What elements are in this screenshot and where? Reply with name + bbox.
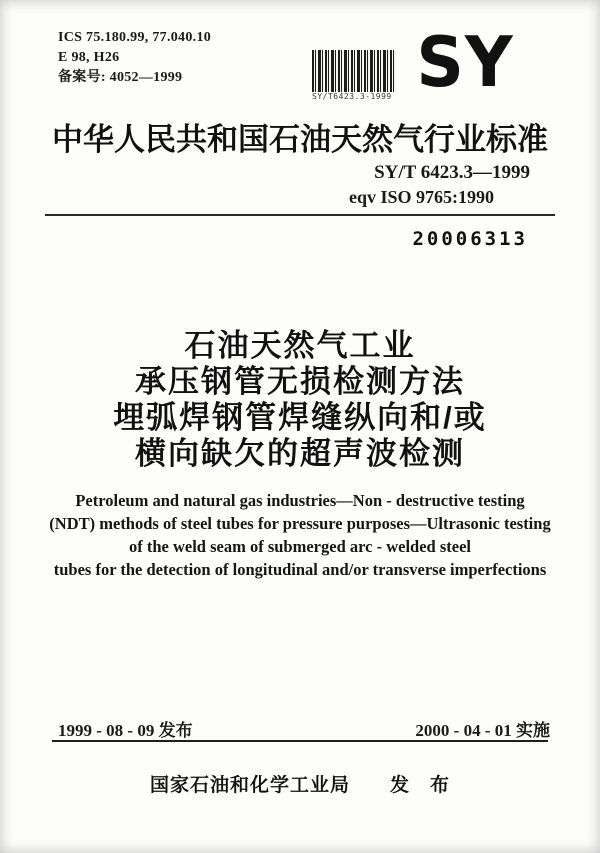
iso-equivalence: eqv ISO 9765:1990 bbox=[348, 187, 494, 207]
header-divider bbox=[45, 214, 555, 216]
cn-title-line-1: 石油天然气工业 bbox=[184, 328, 416, 363]
issue-date: 1999 - 08 - 09 发布 bbox=[58, 721, 193, 740]
en-title-line-1: Petroleum and natural gas industries—Non - destructive testing bbox=[75, 491, 525, 510]
ics-code-line: ICS 75.180.99, 77.040.10 bbox=[58, 30, 212, 45]
cn-title-line-3: 埋弧焊钢管焊缝纵向和/或 bbox=[113, 400, 487, 435]
publisher-line: 国家石油和化学工业局 发 布 bbox=[149, 775, 450, 796]
implement-date: 2000 - 04 - 01 实施 bbox=[415, 721, 550, 740]
cn-title-line-4: 横向缺欠的超声波检测 bbox=[135, 436, 465, 471]
en-title-line-3: of the weld seam of submerged arc - welded steel bbox=[128, 537, 471, 556]
subject-title-chinese bbox=[0, 328, 600, 472]
en-title-line-4: tubes for the detection of longitudinal and/or transverse imperfections bbox=[53, 560, 547, 579]
classification-block bbox=[58, 28, 211, 88]
barcode-stripes-icon bbox=[312, 50, 396, 92]
document-number-stamp: 20006313 bbox=[412, 228, 528, 250]
standard-number: SY/T 6423.3—1999 bbox=[374, 162, 530, 183]
subject-title-english bbox=[0, 489, 600, 581]
sy-logo: SY bbox=[416, 22, 514, 103]
barcode-label: SY/T6423.3-1999 bbox=[312, 92, 392, 101]
footer-divider bbox=[52, 740, 548, 742]
dates-row bbox=[0, 716, 600, 741]
class-code-line: E 98, H26 bbox=[58, 50, 120, 65]
record-number-line: 备案号: 4052—1999 bbox=[58, 70, 183, 85]
en-title-line-2: (NDT) methods of steel tubes for pressure purposes—Ultrasonic testing bbox=[49, 514, 551, 533]
page-title: 中华人民共和国石油天然气行业标准 bbox=[52, 122, 548, 157]
cn-title-line-2: 承压钢管无损检测方法 bbox=[135, 364, 465, 399]
barcode bbox=[312, 50, 396, 101]
